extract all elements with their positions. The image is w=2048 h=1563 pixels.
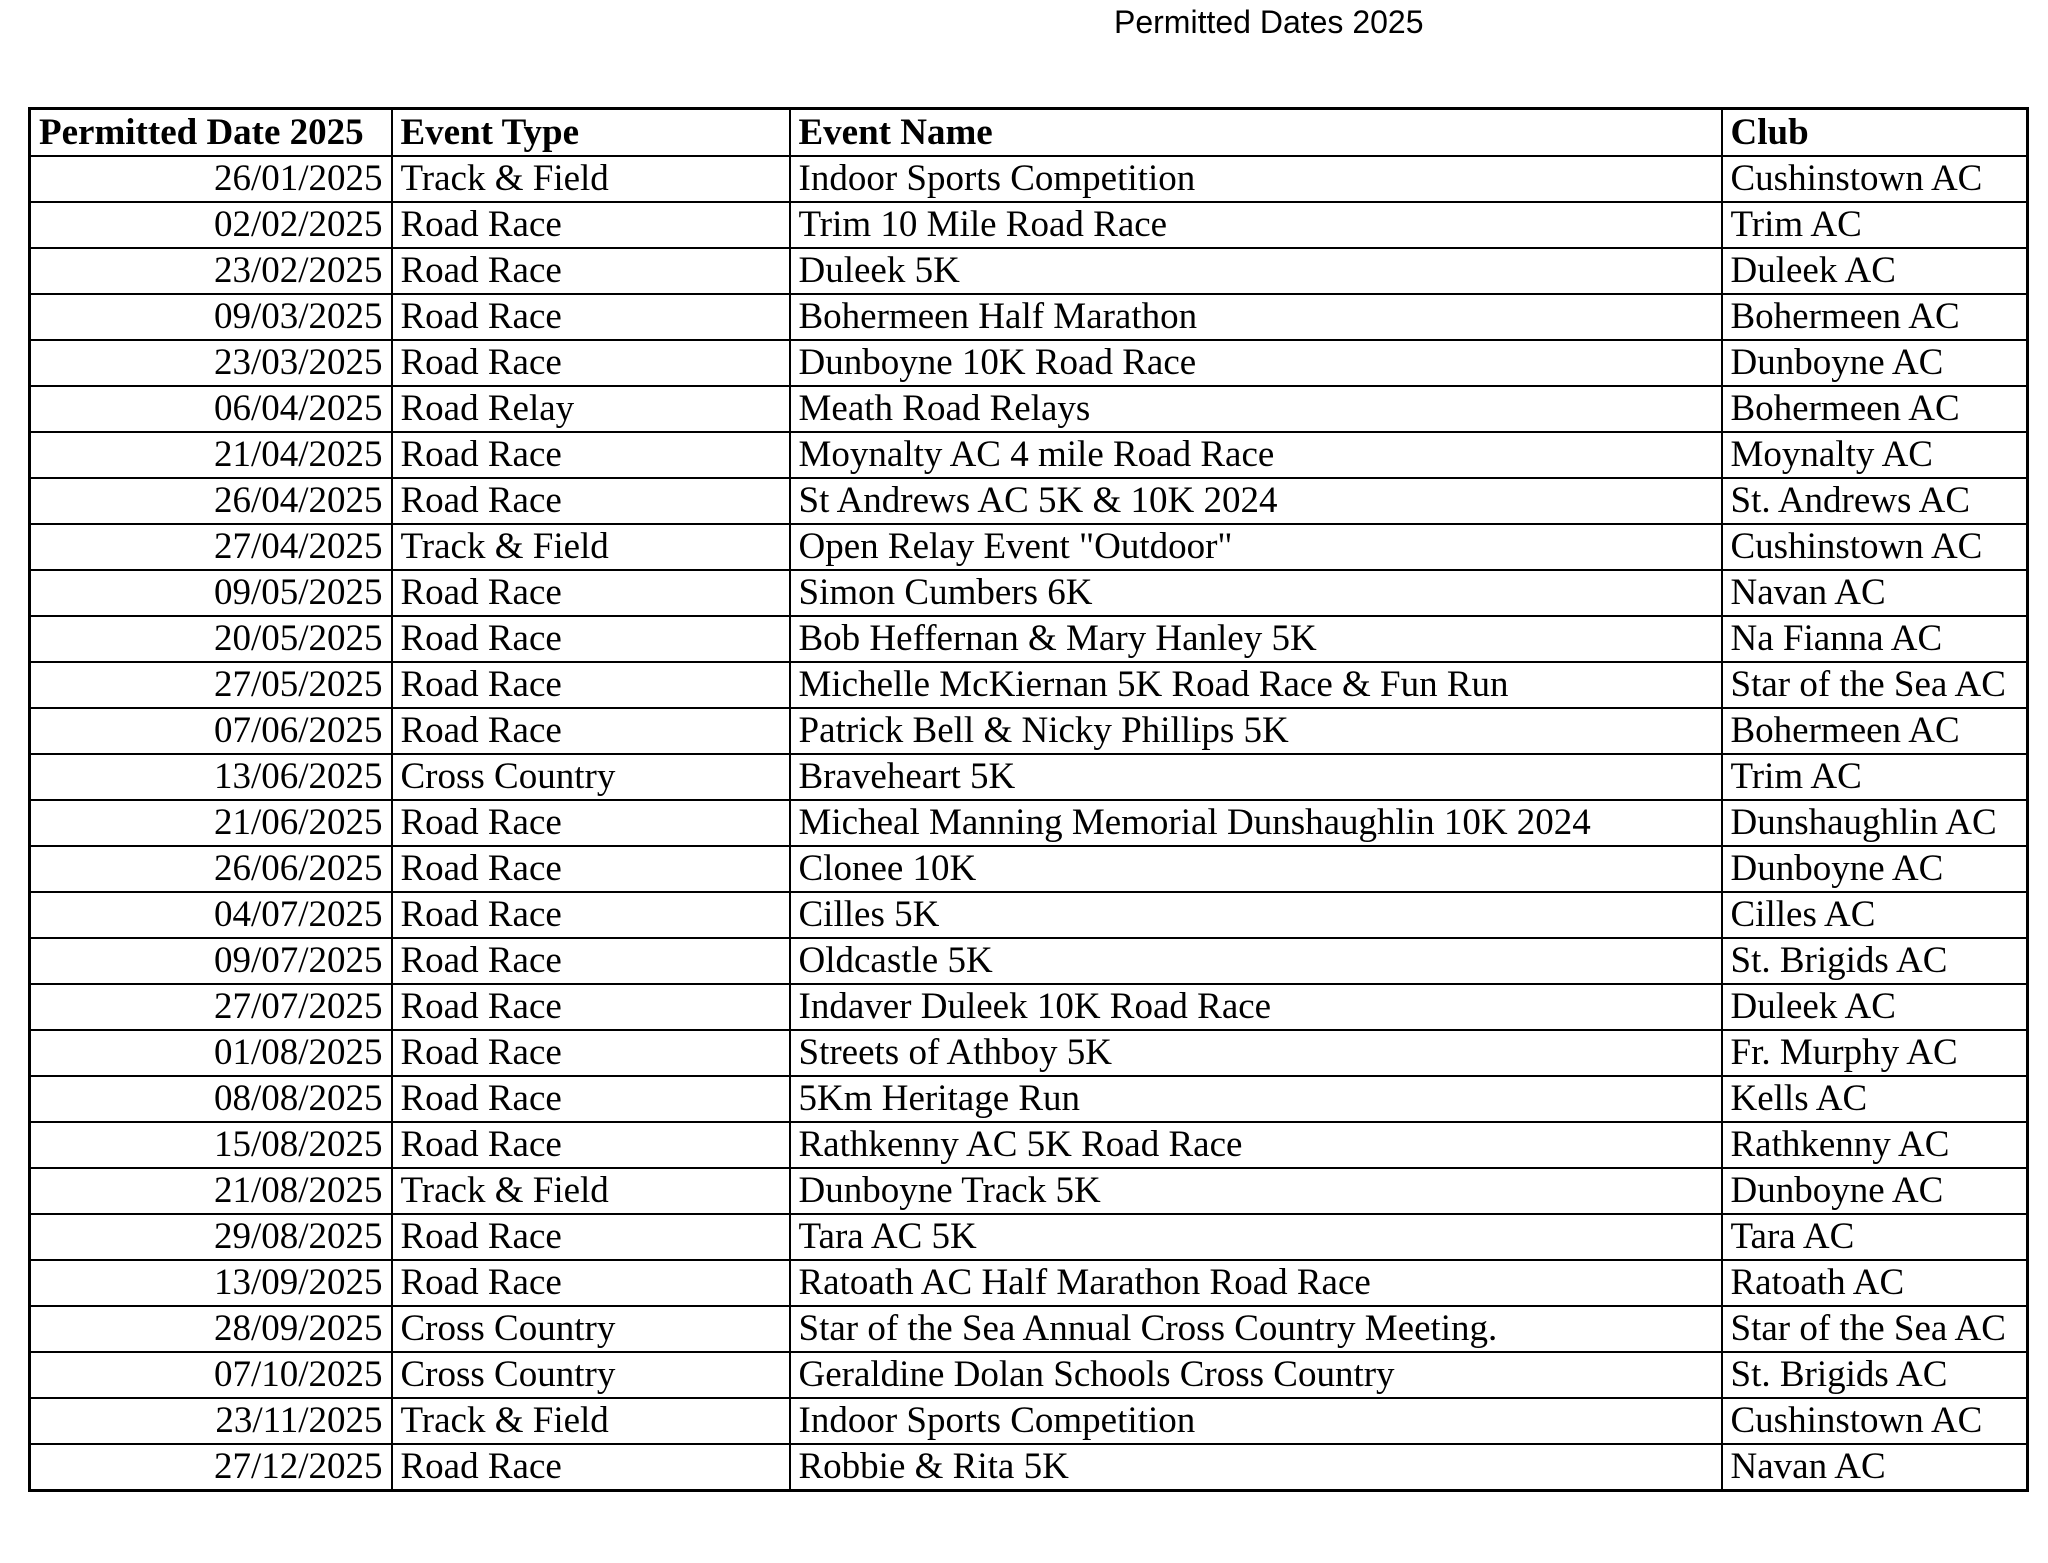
cell-club: Navan AC [1722,1444,2028,1491]
cell-event-name: Open Relay Event "Outdoor" [790,524,1722,570]
cell-club: Star of the Sea AC [1722,1306,2028,1352]
cell-event-type: Road Race [392,984,790,1030]
cell-event-type: Road Race [392,1122,790,1168]
cell-date: 26/04/2025 [30,478,392,524]
cell-club: Bohermeen AC [1722,708,2028,754]
cell-date: 21/08/2025 [30,1168,392,1214]
table-row [30,570,2028,616]
table-row [30,248,2028,294]
table-row [30,616,2028,662]
cell-event-type: Road Race [392,478,790,524]
cell-club: Trim AC [1722,202,2028,248]
cell-event-name: Duleek 5K [790,248,1722,294]
cell-club: Cushinstown AC [1722,1398,2028,1444]
cell-event-name: Patrick Bell & Nicky Phillips 5K [790,708,1722,754]
table-row [30,892,2028,938]
cell-event-name: Tara AC 5K [790,1214,1722,1260]
table-row [30,846,2028,892]
cell-event-name: Indoor Sports Competition [790,156,1722,202]
cell-club: Ratoath AC [1722,1260,2028,1306]
cell-date: 21/06/2025 [30,800,392,846]
cell-event-name: Simon Cumbers 6K [790,570,1722,616]
cell-date: 27/04/2025 [30,524,392,570]
cell-club: Na Fianna AC [1722,616,2028,662]
cell-date: 04/07/2025 [30,892,392,938]
cell-event-type: Road Race [392,938,790,984]
cell-club: Dunboyne AC [1722,846,2028,892]
table-row [30,754,2028,800]
table-row [30,432,2028,478]
cell-event-type: Cross Country [392,1352,790,1398]
table-row [30,294,2028,340]
cell-event-type: Road Race [392,892,790,938]
cell-club: Tara AC [1722,1214,2028,1260]
cell-date: 13/06/2025 [30,754,392,800]
table-row [30,1444,2028,1491]
table-row [30,1260,2028,1306]
cell-event-name: Meath Road Relays [790,386,1722,432]
cell-date: 23/11/2025 [30,1398,392,1444]
cell-event-type: Track & Field [392,524,790,570]
table-row [30,386,2028,432]
cell-event-name: Indaver Duleek 10K Road Race [790,984,1722,1030]
cell-event-type: Cross Country [392,754,790,800]
cell-club: Cushinstown AC [1722,524,2028,570]
cell-club: Cushinstown AC [1722,156,2028,202]
page-title: Permitted Dates 2025 [1114,4,1424,40]
cell-club: Duleek AC [1722,984,2028,1030]
cell-date: 27/12/2025 [30,1444,392,1491]
cell-date: 02/02/2025 [30,202,392,248]
cell-club: Duleek AC [1722,248,2028,294]
table-row [30,984,2028,1030]
cell-event-type: Road Race [392,1076,790,1122]
cell-event-type: Road Race [392,1030,790,1076]
cell-event-type: Road Race [392,708,790,754]
cell-event-type: Cross Country [392,1306,790,1352]
cell-date: 26/06/2025 [30,846,392,892]
table-row [30,1352,2028,1398]
permitted-dates-table [28,107,2029,1492]
cell-event-name: Moynalty AC 4 mile Road Race [790,432,1722,478]
cell-event-type: Road Race [392,1214,790,1260]
cell-date: 28/09/2025 [30,1306,392,1352]
cell-event-type: Road Race [392,846,790,892]
cell-club: Star of the Sea AC [1722,662,2028,708]
cell-event-name: St Andrews AC 5K & 10K 2024 [790,478,1722,524]
cell-date: 13/09/2025 [30,1260,392,1306]
cell-event-name: Bob Heffernan & Mary Hanley 5K [790,616,1722,662]
cell-event-type: Road Race [392,1444,790,1491]
cell-date: 23/02/2025 [30,248,392,294]
cell-event-type: Road Race [392,662,790,708]
cell-club: St. Brigids AC [1722,1352,2028,1398]
cell-event-name: Bohermeen Half Marathon [790,294,1722,340]
table-row [30,662,2028,708]
cell-date: 23/03/2025 [30,340,392,386]
cell-event-type: Road Race [392,432,790,478]
cell-date: 26/01/2025 [30,156,392,202]
table-row [30,1122,2028,1168]
cell-event-type: Track & Field [392,1168,790,1214]
cell-date: 07/06/2025 [30,708,392,754]
cell-club: St. Andrews AC [1722,478,2028,524]
cell-date: 29/08/2025 [30,1214,392,1260]
table-row [30,800,2028,846]
cell-event-type: Road Race [392,248,790,294]
cell-event-name: Michelle McKiernan 5K Road Race & Fun Run [790,662,1722,708]
cell-club: St. Brigids AC [1722,938,2028,984]
table-row [30,478,2028,524]
table-row [30,340,2028,386]
table-row [30,156,2028,202]
table-row [30,1214,2028,1260]
cell-event-name: Geraldine Dolan Schools Cross Country [790,1352,1722,1398]
cell-date: 27/05/2025 [30,662,392,708]
cell-date: 09/03/2025 [30,294,392,340]
cell-club: Navan AC [1722,570,2028,616]
cell-club: Fr. Murphy AC [1722,1030,2028,1076]
column-header-event-type: Event Type [392,109,790,157]
cell-club: Cilles AC [1722,892,2028,938]
cell-event-type: Road Race [392,1260,790,1306]
cell-event-type: Road Race [392,800,790,846]
cell-date: 20/05/2025 [30,616,392,662]
cell-event-name: Dunboyne 10K Road Race [790,340,1722,386]
cell-club: Trim AC [1722,754,2028,800]
cell-date: 09/07/2025 [30,938,392,984]
cell-club: Kells AC [1722,1076,2028,1122]
cell-event-name: Indoor Sports Competition [790,1398,1722,1444]
cell-event-name: Micheal Manning Memorial Dunshaughlin 10K 2024 [790,800,1722,846]
cell-event-type: Road Race [392,340,790,386]
cell-event-name: Streets of Athboy 5K [790,1030,1722,1076]
cell-date: 27/07/2025 [30,984,392,1030]
table-row [30,202,2028,248]
cell-event-name: Trim 10 Mile Road Race [790,202,1722,248]
cell-club: Dunboyne AC [1722,1168,2028,1214]
table-row [30,1398,2028,1444]
column-header-club: Club [1722,109,2028,157]
cell-event-name: Dunboyne Track 5K [790,1168,1722,1214]
cell-event-type: Road Race [392,202,790,248]
cell-event-name: 5Km Heritage Run [790,1076,1722,1122]
cell-event-name: Oldcastle 5K [790,938,1722,984]
cell-event-type: Road Race [392,570,790,616]
cell-date: 09/05/2025 [30,570,392,616]
cell-event-name: Robbie & Rita 5K [790,1444,1722,1491]
table-header-row [30,109,2028,157]
table-row [30,708,2028,754]
table-body [30,156,2028,1491]
cell-club: Moynalty AC [1722,432,2028,478]
table-row [30,1076,2028,1122]
table-row [30,938,2028,984]
cell-club: Bohermeen AC [1722,386,2028,432]
cell-event-name: Rathkenny AC 5K Road Race [790,1122,1722,1168]
cell-event-name: Star of the Sea Annual Cross Country Meeting. [790,1306,1722,1352]
cell-club: Rathkenny AC [1722,1122,2028,1168]
cell-date: 06/04/2025 [30,386,392,432]
table-row [30,1030,2028,1076]
cell-date: 07/10/2025 [30,1352,392,1398]
cell-event-type: Track & Field [392,156,790,202]
table-row [30,1168,2028,1214]
cell-date: 08/08/2025 [30,1076,392,1122]
column-header-date: Permitted Date 2025 [30,109,392,157]
cell-event-type: Road Race [392,616,790,662]
cell-event-type: Road Race [392,294,790,340]
cell-event-name: Ratoath AC Half Marathon Road Race [790,1260,1722,1306]
column-header-event-name: Event Name [790,109,1722,157]
cell-club: Dunshaughlin AC [1722,800,2028,846]
cell-event-name: Clonee 10K [790,846,1722,892]
table-row [30,1306,2028,1352]
cell-event-name: Cilles 5K [790,892,1722,938]
cell-event-name: Braveheart 5K [790,754,1722,800]
cell-date: 01/08/2025 [30,1030,392,1076]
cell-club: Bohermeen AC [1722,294,2028,340]
cell-club: Dunboyne AC [1722,340,2028,386]
cell-event-type: Track & Field [392,1398,790,1444]
cell-event-type: Road Relay [392,386,790,432]
cell-date: 21/04/2025 [30,432,392,478]
table-row [30,524,2028,570]
cell-date: 15/08/2025 [30,1122,392,1168]
